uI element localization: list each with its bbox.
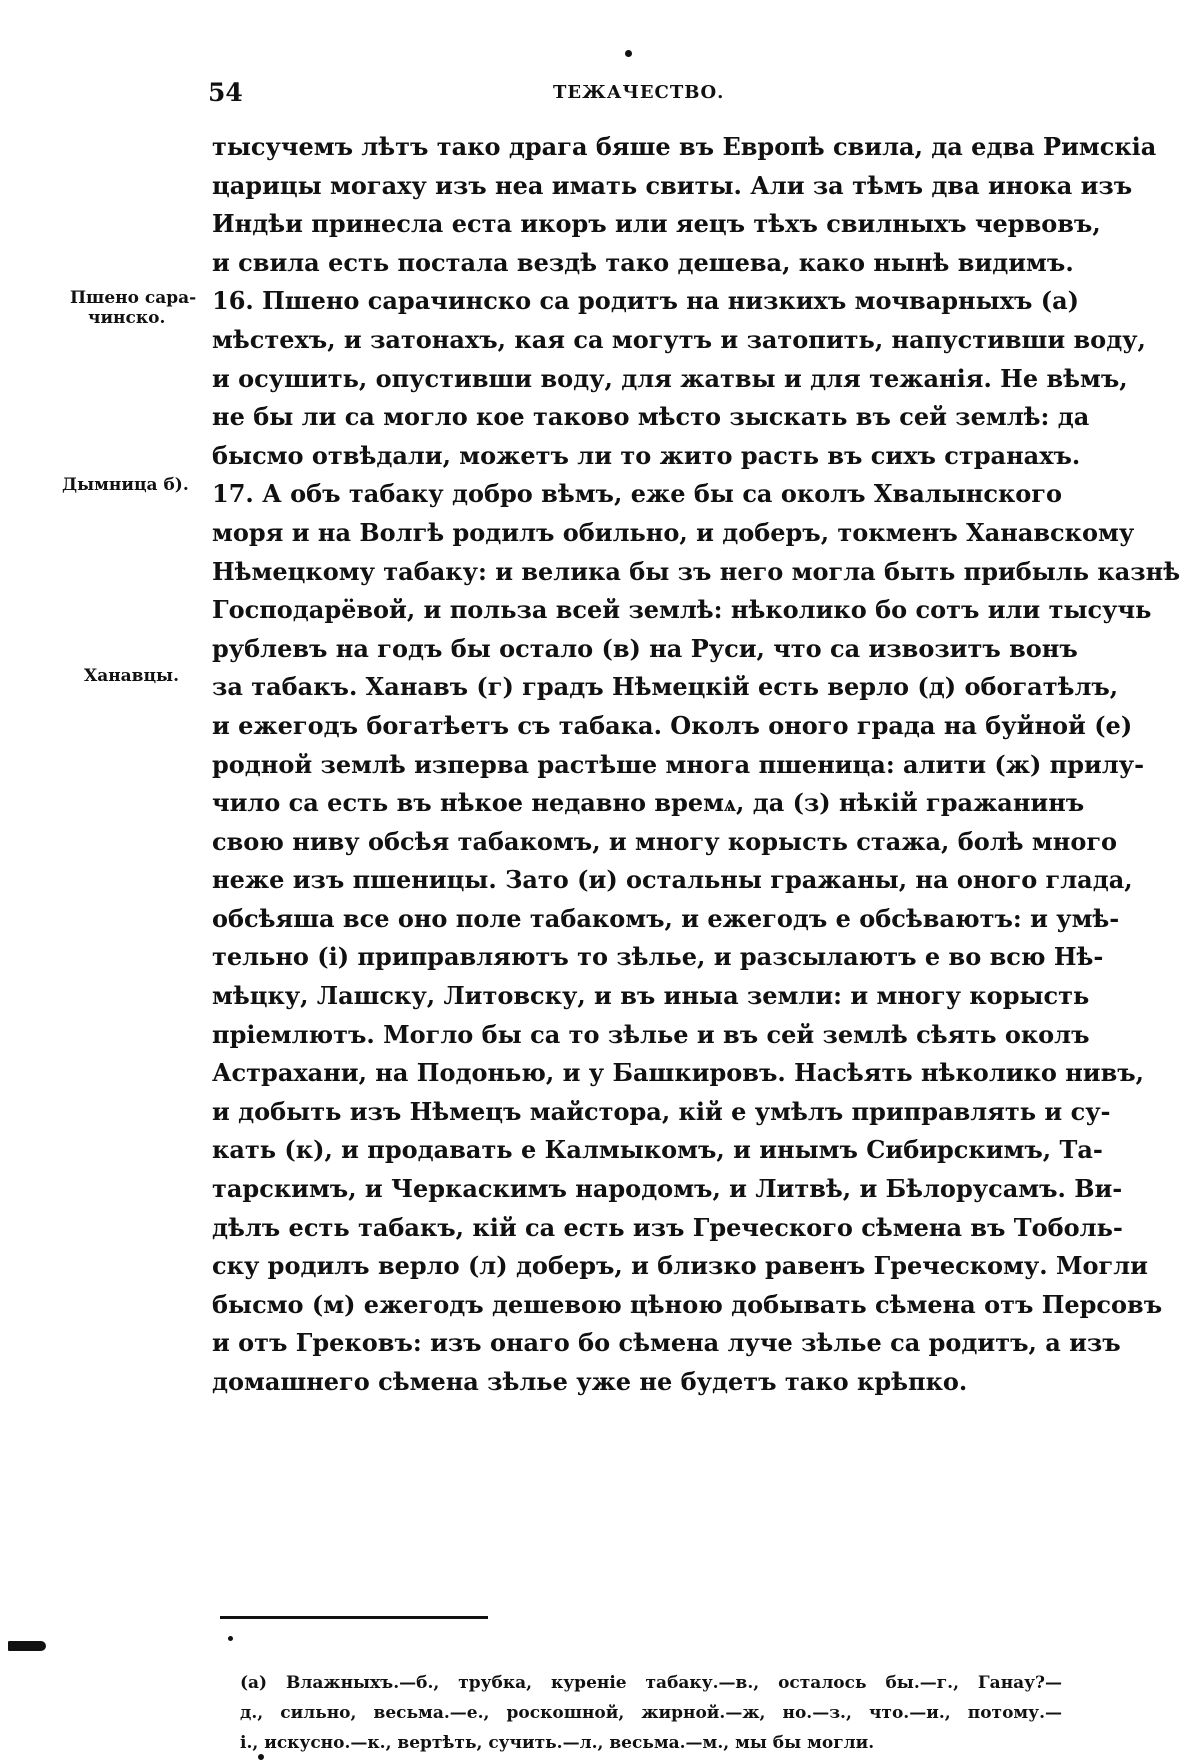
text-line: 16. Пшено сарачинско са родитъ на низкихъ мочварныхъ (а) xyxy=(212,286,1079,316)
footnotes xyxy=(240,1668,1062,1758)
text-line: Астрахани, на Подонью, и у Башкировъ. Насѣять нѣколико нивъ, xyxy=(212,1058,1145,1088)
text-line: бысмо (м) ежегодъ дешевою цѣною добывать сѣмена отъ Персовъ xyxy=(212,1289,1163,1319)
page-number: 54 xyxy=(208,78,243,107)
ink-speck xyxy=(258,1754,264,1760)
text-line: и отъ Грековъ: изъ онаго бо сѣмена луче зѣлье са родитъ, а изъ xyxy=(212,1328,1121,1358)
margin-note-rice-line1: Пшено сара- xyxy=(70,288,197,308)
text-line: тельно (і) приправляютъ то зѣлье, и разсылаютъ е во всю Нѣ- xyxy=(212,942,1104,972)
text-line: и добыть изъ Нѣмецъ майстора, кій е умѣлъ приправлять и су- xyxy=(212,1096,1111,1126)
text-line: ску родилъ верло (л) доберъ, и близко равенъ Греческому. Могли xyxy=(212,1251,1148,1281)
text-line: бысмо отвѣдали, можетъ ли то жито расть въ сихъ странахъ. xyxy=(212,440,1081,470)
text-line: свою ниву обсѣя табакомъ, и многу корысть стажа, болѣ много xyxy=(212,826,1118,856)
running-title: ТЕЖАЧЕСТВО. xyxy=(553,82,725,103)
margin-note-rice-line2: чинско. xyxy=(88,308,166,328)
text-line: Господарёвой, и польза всей землѣ: нѣколико бо сотъ или тысучь xyxy=(212,595,1152,625)
text-line: и ежегодъ богатѣетъ съ табака. Околъ оного града на буйной (е) xyxy=(212,710,1133,740)
text-line: обсѣяша все оно поле табакомъ, и ежегодъ е обсѣваютъ: и умѣ- xyxy=(212,903,1120,933)
text-line: не бы ли са могло кое таково мѣсто зыскать въ сей землѣ: да xyxy=(212,402,1090,432)
text-line: родной землѣ изперва растѣше многа пшеница: алити (ж) прилу- xyxy=(212,749,1145,779)
text-line: и осушить, опустивши воду, для жатвы и для тежанія. Не вѣмъ, xyxy=(212,363,1128,393)
text-line: домашнего сѣмена зѣлье уже не будетъ тако крѣпко. xyxy=(212,1367,968,1396)
text-line: рублевъ на годъ бы остало (в) на Руси, что са извозитъ вонъ xyxy=(212,633,1078,663)
text-line: за табакъ. Ханавъ (г) градъ Нѣмецкій есть верло (д) обогатѣлъ, xyxy=(212,672,1119,702)
body-text xyxy=(212,128,1180,1402)
text-line: Индѣи принесла еста икоръ или яецъ тѣхъ свилныхъ червовъ, xyxy=(212,209,1101,239)
text-line: мѣцку, Лашску, Литовску, и въ иныа земли: и многу корысть xyxy=(212,981,1090,1011)
text-line: моря и на Волгѣ родилъ обильно, и доберъ, токменъ Ханавскому xyxy=(212,517,1135,547)
footnote-line: (а) Влажныхъ.—б., трубка, куреніе табаку.—в., осталось бы.—г., Ганау?— xyxy=(240,1673,1062,1693)
text-line: чило са есть въ нѣкое недавно времѧ, да (з) нѣкій гражанинъ xyxy=(212,788,1085,818)
text-line: тысучемъ лѣтъ тако драга бяше въ Европѣ свила, да едва Римскіа xyxy=(212,132,1157,161)
footnote-line: і., искусно.—к., вертѣть, сучить.—л., весьма.—м., мы бы могли. xyxy=(240,1733,875,1753)
footnote-divider xyxy=(220,1616,488,1619)
text-line: Нѣмецкому табаку: и велика бы зъ него могла быть прибыль казнѣ xyxy=(212,556,1180,586)
text-line: пріемлютъ. Могло бы са то зѣлье и въ сей землѣ сѣять околъ xyxy=(212,1019,1090,1049)
text-line: царицы могаху изъ неа имать свиты. Али за тѣмъ два инока изъ xyxy=(212,170,1133,200)
margin-note-tobacco: Дымница б). xyxy=(62,475,189,495)
text-line: кать (к), и продавать е Калмыкомъ, и инымъ Сибирскимъ, Та- xyxy=(212,1135,1103,1165)
margin-note-hanau: Ханавцы. xyxy=(84,666,179,686)
scan-margin-mark xyxy=(8,1641,46,1651)
text-line: 17. А объ табаку добро вѣмъ, еже бы са околъ Хвалынского xyxy=(212,479,1062,509)
text-line: дѣлъ есть табакъ, кій са есть изъ Греческого сѣмена въ Тоболь- xyxy=(212,1212,1123,1242)
ink-speck xyxy=(228,1636,233,1641)
text-line: мѣстехъ, и затонахъ, кая са могутъ и затопить, напустивши воду, xyxy=(212,324,1146,354)
text-line: неже изъ пшеницы. Зато (и) остальны гражаны, на оного глада, xyxy=(212,865,1133,895)
footnote-line: д., сильно, весьма.—е., роскошной, жирной.—ж, но.—з., что.—и., потому.— xyxy=(240,1703,1062,1723)
text-line: тарскимъ, и Черкаскимъ народомъ, и Литвѣ, и Бѣлорусамъ. Ви- xyxy=(212,1174,1123,1204)
ink-speck xyxy=(625,50,632,57)
text-line: и свила есть постала вездѣ тако дешева, како нынѣ видимъ. xyxy=(212,247,1074,277)
